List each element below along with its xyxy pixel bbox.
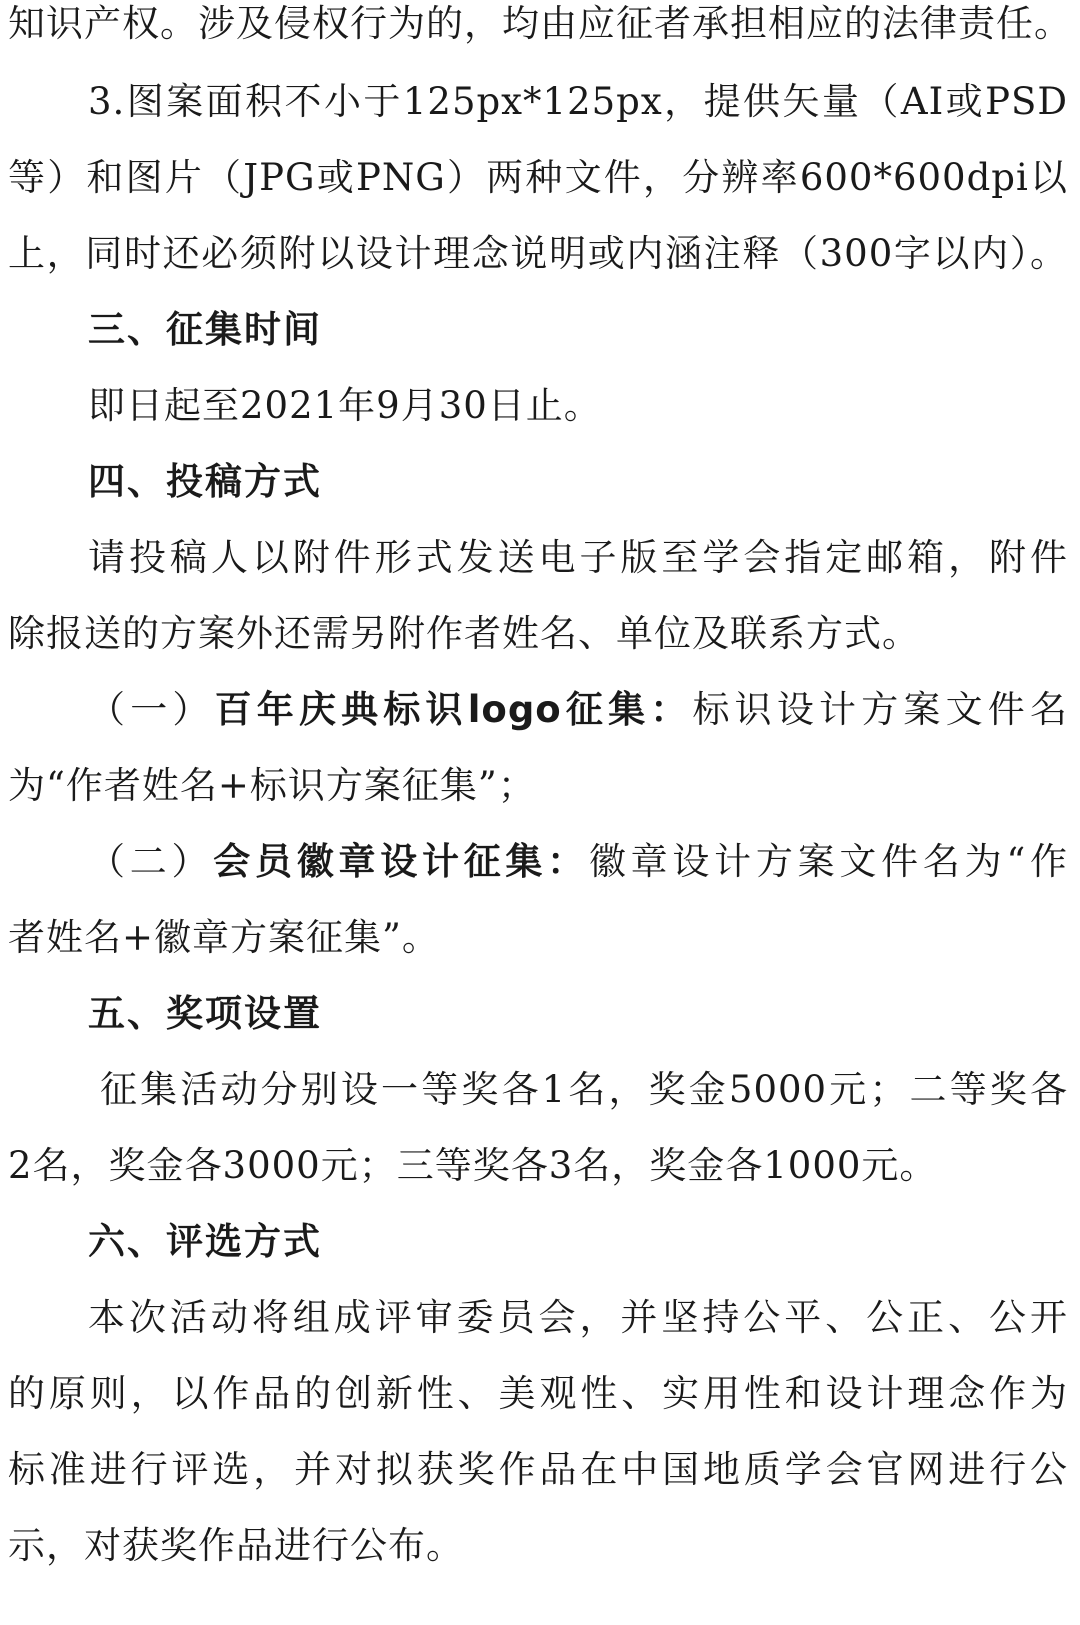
paragraph-line-3: 等）和图片（JPG或PNG）两种文件，分辨率600*600dpi以 bbox=[8, 156, 1068, 199]
paragraph-line-8 bbox=[88, 680, 1068, 740]
paragraph-line-13: 2名，奖金各3000元；三等奖各3名，奖金各1000元。 bbox=[8, 1144, 938, 1187]
paragraph-line-2: 3.图案面积不小于125px*125px，提供矢量（AI或PSD bbox=[88, 80, 1068, 123]
paragraph-line-9: 为“作者姓名+标识方案征集”； bbox=[8, 764, 536, 807]
item-bold-title-2: 会员徽章设计征集： bbox=[213, 840, 589, 883]
item-rest-2: 徽章设计方案文件名为“作 bbox=[588, 840, 1069, 883]
item-rest-1: 标识设计方案文件名 bbox=[692, 688, 1069, 731]
section-heading-4: 四、投稿方式 bbox=[88, 460, 322, 503]
paragraph-line-7: 除报送的方案外还需另附作者姓名、单位及联系方式。 bbox=[8, 612, 920, 655]
paragraph-line-12: 征集活动分别设一等奖各1名，奖金5000元；二等奖各 bbox=[100, 1068, 1068, 1111]
item-bold-title-1: 百年庆典标识logo征集： bbox=[214, 688, 693, 731]
paragraph-line-10 bbox=[88, 832, 1068, 892]
paragraph-line-11: 者姓名+徽章方案征集”。 bbox=[8, 916, 440, 959]
paragraph-line-15: 的原则，以作品的创新性、美观性、实用性和设计理念作为 bbox=[8, 1372, 1068, 1415]
paragraph-line-14: 本次活动将组成评审委员会，并坚持公平、公正、公开 bbox=[88, 1296, 1068, 1339]
paragraph-line-6: 请投稿人以附件形式发送电子版至学会指定邮箱，附件 bbox=[88, 536, 1068, 579]
paragraph-line-16: 标准进行评选，并对拟获奖作品在中国地质学会官网进行公 bbox=[8, 1448, 1068, 1491]
item-prefix-1: （一） bbox=[88, 688, 215, 731]
section-heading-3: 三、征集时间 bbox=[88, 308, 322, 351]
paragraph-line-1: 知识产权。涉及侵权行为的，均由应征者承担相应的法律责任。 bbox=[8, 2, 1072, 45]
paragraph-line-17: 示，对获奖作品进行公布。 bbox=[8, 1524, 464, 1567]
paragraph-line-4: 上，同时还必须附以设计理念说明或内涵注释（300字以内）。 bbox=[8, 232, 1068, 275]
paragraph-line-5: 即日起至2021年9月30日止。 bbox=[88, 384, 602, 427]
section-heading-5: 五、奖项设置 bbox=[88, 992, 322, 1035]
item-prefix-2: （二） bbox=[88, 840, 214, 883]
section-heading-6: 六、评选方式 bbox=[88, 1220, 322, 1263]
